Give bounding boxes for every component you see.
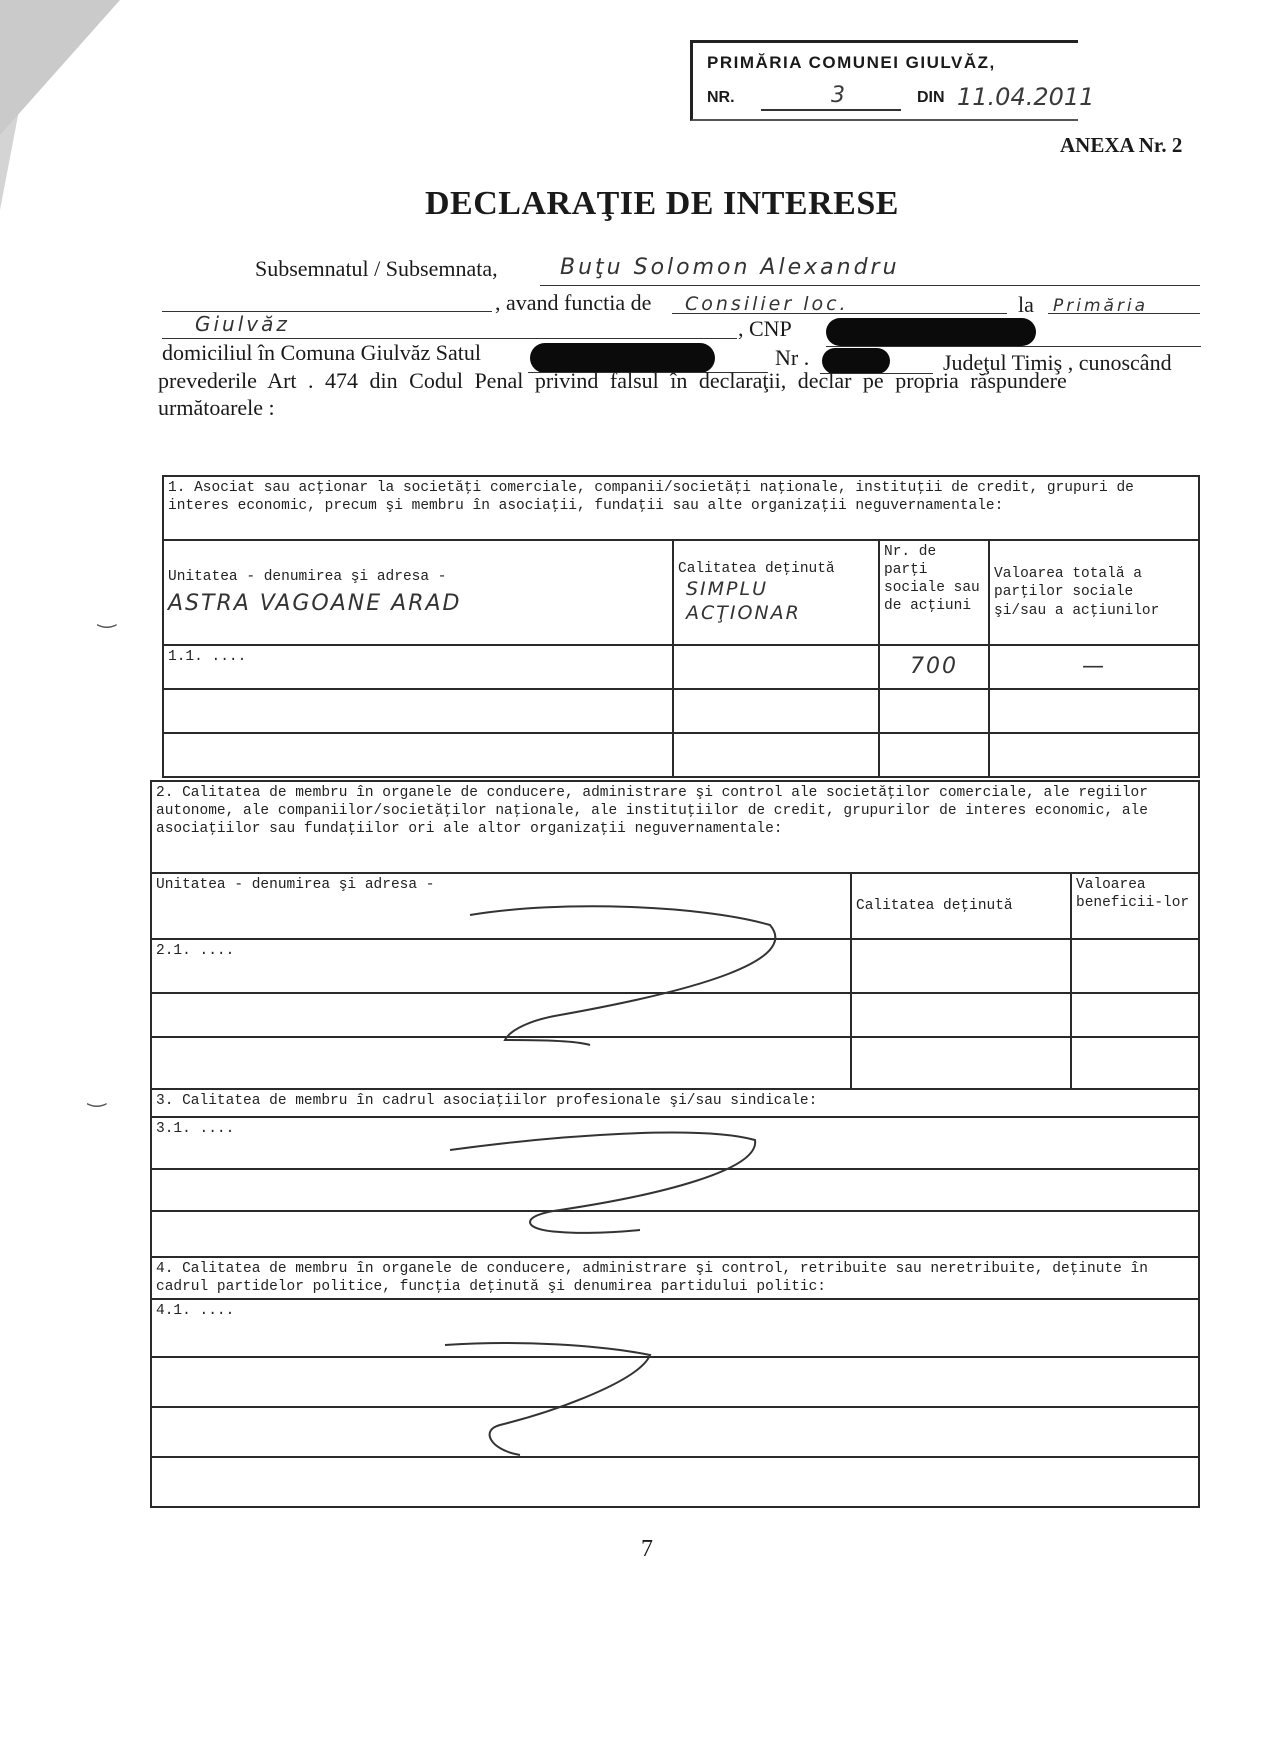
institutie-field-value: Giulvăz	[195, 312, 290, 336]
judetul-label: Judeţul Timiş , cunoscând	[943, 350, 1172, 375]
section-4-empty-row	[151, 1457, 1199, 1507]
section-3-heading: 3. Calitatea de membru în cadrul asociaţiilor profesionale şi/sau sindicale:	[151, 1089, 1199, 1117]
section-1-empty-cell	[989, 733, 1199, 777]
domiciliu-nr-label: Nr .	[775, 345, 810, 370]
section-4-empty-row	[151, 1357, 1199, 1407]
section-1-empty-cell	[879, 733, 989, 777]
sections-2-4-table	[150, 780, 1200, 1508]
section-1-table	[162, 475, 1200, 778]
name-field-value: Buţu Solomon Alexandru	[560, 255, 900, 280]
domiciliul-label: domiciliul în Comuna Giulvăz Satul	[162, 340, 481, 365]
section-4-row-label: 4.1. ....	[151, 1299, 1199, 1357]
section-1-unit-cell	[163, 540, 673, 645]
section-1-empty-cell	[989, 689, 1199, 733]
stamp-nr-underline	[761, 109, 901, 111]
margin-check-mark: ‿	[98, 603, 116, 628]
la-underline	[1048, 313, 1200, 314]
urmatoarele-text: următoarele :	[158, 395, 275, 420]
registration-stamp	[690, 40, 1095, 121]
section-1-col-nr: Nr. de parţi sociale sau de acţiuni	[879, 540, 989, 645]
annex-label: ANEXA Nr. 2	[1060, 133, 1183, 157]
section-1-col-unit: Unitatea - denumirea şi adresa -	[168, 568, 447, 585]
stamp-institution: PRIMĂRIA COMUNEI GIULVĂZ,	[707, 53, 996, 72]
stamp-date-value: 11.04.2011	[957, 83, 1095, 111]
section-3-empty-row	[151, 1169, 1199, 1211]
section-2-col-unit: Unitatea - denumirea şi adresa -	[151, 873, 851, 939]
section-1-empty-cell	[673, 689, 879, 733]
section-4-empty-row	[151, 1407, 1199, 1457]
section-1-empty-cell	[163, 689, 673, 733]
section-1-row-nr-value: 700	[879, 645, 989, 689]
section-2-empty-cell	[151, 1037, 851, 1089]
section-2-empty-cell	[851, 1037, 1071, 1089]
section-2-empty-cell	[851, 993, 1071, 1037]
margin-check-mark: ‿	[88, 1082, 106, 1107]
section-2-col-calitate: Calitatea deţinută	[851, 873, 1071, 939]
section-2-col-valoare: Valoarea beneficii-lor	[1071, 873, 1199, 939]
section-1-empty-cell	[163, 733, 673, 777]
scan-corner-fold	[0, 0, 120, 135]
section-2-row-label: 2.1. ....	[151, 939, 851, 993]
section-1-empty-cell	[879, 689, 989, 733]
page-title: DECLARAŢIE DE INTERESE	[425, 185, 899, 222]
section-2-heading: 2. Calitatea de membru în organele de conducere, administrare şi control ale societăţilor comerciale, ale regiilor autonome, ale companiilor/societăţilor naţionale, ale instituţiilor de credit, grupurilor de interes economic, ale asociaţiilor sau fundaţiilor ori ale altor organizaţii neguvernamentale:	[151, 781, 1199, 873]
section-1-calitate-cell	[673, 540, 879, 645]
section-1-col-valoare: Valoarea totală a parţilor sociale şi/sau a acţiunilor	[989, 540, 1199, 645]
section-1-calitate-value: SIMPLU ACŢIONAR	[686, 577, 801, 624]
section-2-empty-cell	[1071, 939, 1199, 993]
section-1-row-valoare-value: —	[989, 645, 1199, 689]
cnp-label: , CNP	[738, 316, 792, 341]
section-2-empty-cell	[151, 993, 851, 1037]
section-2-empty-cell	[1071, 1037, 1199, 1089]
section-1-empty-cell	[673, 733, 879, 777]
section-2-empty-cell	[1071, 993, 1199, 1037]
section-1-heading: 1. Asociat sau acţionar la societăţi comerciale, companii/societăţi naţionale, instituţii de credit, grupuri de interes economic, precum şi membru în asociaţii, fundaţii sau alte organizaţii neguvernamentale:	[163, 476, 1199, 540]
institutie-underline	[162, 338, 737, 339]
functia-label: , avand functia de	[495, 290, 652, 315]
functia-field-value: Consilier loc.	[685, 293, 849, 315]
section-1-row-calitate	[673, 645, 879, 689]
stamp-nr-value: 3	[831, 83, 845, 108]
section-1-unit-value: ASTRA VAGOANE ARAD	[168, 590, 462, 616]
section-2-empty-cell	[851, 939, 1071, 993]
subsemnatul-label: Subsemnatul / Subsemnata,	[255, 256, 498, 281]
section-1-row-label: 1.1. ....	[163, 645, 673, 689]
stamp-nr-label: NR.	[707, 89, 735, 106]
section-3-row-label: 3.1. ....	[151, 1117, 1199, 1169]
section-4-heading: 4. Calitatea de membru în organele de conducere, administrare şi control, retribuite sau neretribuite, deţinute în cadrul partidelor politice, funcţia deţinută şi denumirea partidului politic:	[151, 1257, 1199, 1299]
page-number: 7	[641, 1536, 653, 1562]
section-1-col-calitate: Calitatea deţinută	[678, 560, 835, 577]
prevederile-text: prevederile Art . 474 din Codul Penal privind falsul în declaraţii, declar pe propria răspundere	[158, 368, 1067, 393]
cnp-redaction	[826, 318, 1036, 346]
la-field-value: Primăria	[1053, 296, 1149, 316]
name-field-underline	[540, 285, 1200, 286]
cnp-underline	[826, 346, 1201, 347]
functia-underline	[672, 313, 1007, 314]
section-3-empty-row	[151, 1211, 1199, 1257]
la-label: la	[1018, 292, 1034, 317]
stamp-din-label: DIN	[917, 89, 945, 106]
